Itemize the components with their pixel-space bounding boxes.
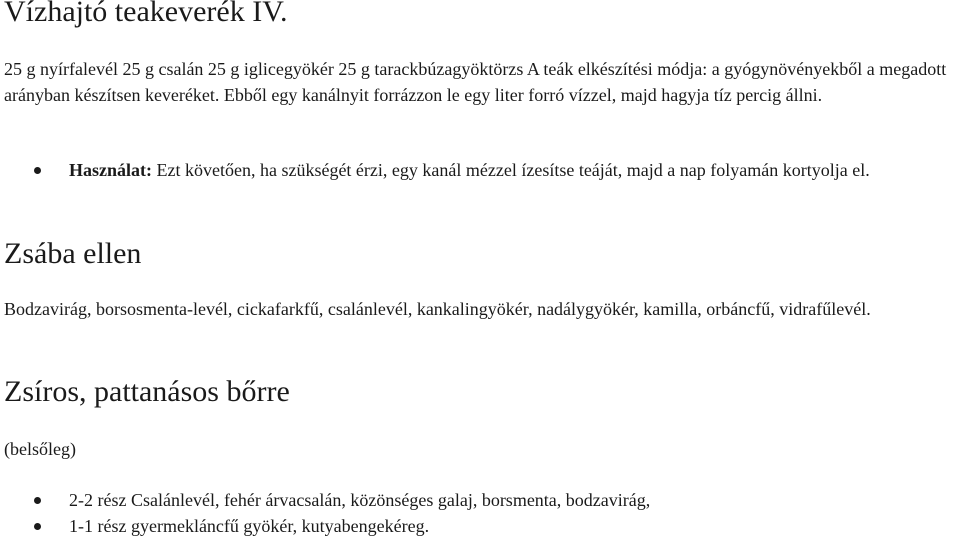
intro-paragraph: 25 g nyírfalevél 25 g csalán 25 g iglicegyökér 25 g tarackbúzagyöktörzs A teák elkészítési módja: a gyógynövényekből a megadott arányban készítsen keveréket. Ebből egy kanálnyit forrázzon le egy liter forró vízzel, majd hagyja tíz percig állni. xyxy=(4,59,947,105)
page-title: Vízhajtó teakeverék IV. xyxy=(4,0,288,28)
list-item xyxy=(4,513,956,539)
zsiros-note: (belsőleg) xyxy=(4,439,76,459)
usage-label: Használat: xyxy=(69,160,152,180)
bullet-icon xyxy=(34,167,41,174)
list-item-text: 1-1 rész gyermekláncfű gyökér, kutyabengekéreg. xyxy=(69,516,430,536)
zsaba-paragraph: Bodzavirág, borsosmenta-levél, cickafarkfű, csalánlevél, kankalingyökér, nadálygyökér, kamilla, orbáncfű, vidrafűlevél. xyxy=(4,299,871,319)
zsiros-ingredient-list xyxy=(4,487,956,539)
section-heading-zsiros: Zsíros, pattanásos bőrre xyxy=(4,375,290,408)
section-heading-zsaba: Zsába ellen xyxy=(4,237,142,270)
bullet-icon xyxy=(34,523,41,530)
list-item xyxy=(4,157,956,183)
bullet-icon xyxy=(34,497,41,504)
list-item-text: 2-2 rész Csalánlevél, fehér árvacsalán, közönséges galaj, borsmenta, bodzavirág, xyxy=(69,490,651,510)
usage-list xyxy=(4,157,956,183)
list-item xyxy=(4,487,956,513)
usage-text: Ezt követően, ha szükségét érzi, egy kanál mézzel ízesítse teáját, majd a nap folyamán kortyolja el. xyxy=(152,160,870,180)
